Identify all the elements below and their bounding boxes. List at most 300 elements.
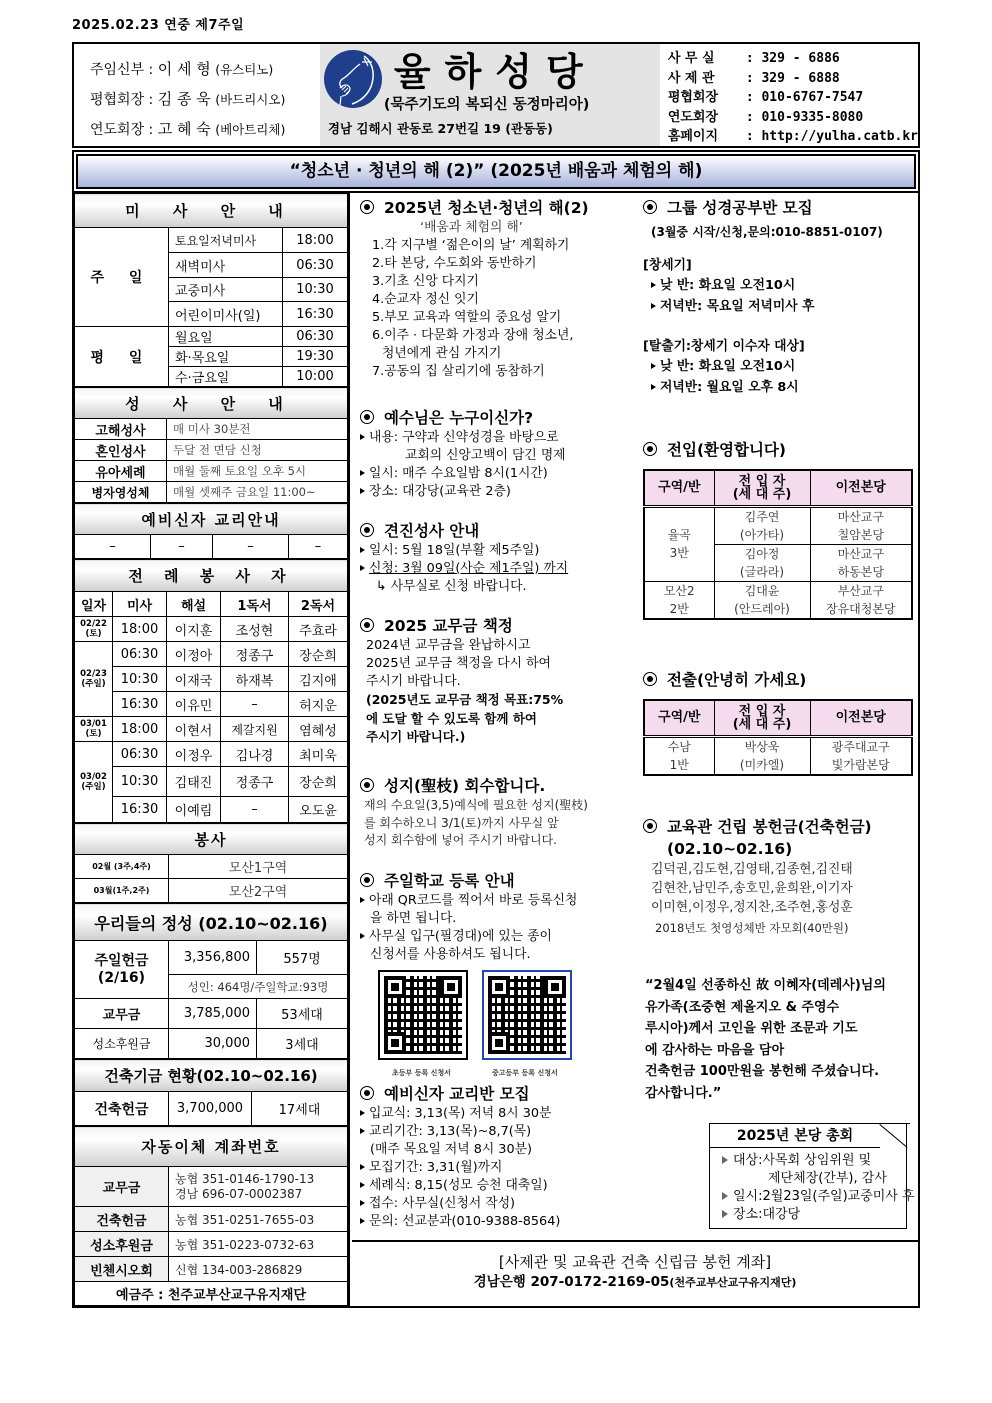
who-is-jesus-title bbox=[360, 407, 566, 429]
youth-year-title bbox=[360, 197, 589, 219]
table-row bbox=[75, 742, 348, 767]
mass-time: 06:30 bbox=[283, 253, 348, 278]
date-text: 03/01 bbox=[80, 719, 107, 729]
list-item: 1.각 지구별 ‘젊은이의 날’ 계획하기 bbox=[372, 238, 570, 253]
building-account-holder: (천주교부산교구유지재단) bbox=[669, 1276, 797, 1289]
list-item: 교회의 신앙고백이 담긴 명제 bbox=[405, 448, 566, 463]
radio-bullet-icon bbox=[643, 672, 657, 686]
bible-study-section bbox=[643, 197, 883, 398]
area-name: 수남 bbox=[667, 739, 691, 754]
radio-bullet-icon bbox=[643, 442, 657, 456]
second-reader: 오도윤 bbox=[289, 797, 348, 823]
header-line: (세 대 주) bbox=[732, 716, 792, 732]
column-header bbox=[714, 470, 810, 506]
radio-bullet-icon bbox=[360, 200, 374, 214]
section-title-text: 주일학교 등록 안내 bbox=[384, 872, 515, 890]
radio-bullet-icon bbox=[360, 1086, 374, 1100]
offering-name: 성소후원금 bbox=[75, 1029, 169, 1059]
area-cell bbox=[644, 506, 714, 581]
palm-collection-section bbox=[360, 775, 588, 850]
diocese: 마산교구 bbox=[837, 509, 884, 524]
offering-name: 교무금 bbox=[75, 999, 169, 1029]
account-line: 농협 351-0146-1790-13 bbox=[175, 1171, 315, 1186]
mass-time: 16:30 bbox=[113, 692, 167, 717]
building-fund-title: 건축기금 현황(02.10~02.16) bbox=[75, 1060, 348, 1092]
donor-group: 2018년도 첫영성체반 자모회(40만원) bbox=[655, 921, 849, 935]
second-reader: 염혜성 bbox=[289, 717, 348, 742]
commentator: 김태진 bbox=[167, 767, 221, 797]
mass-time: 16:30 bbox=[113, 797, 167, 823]
donor-names: 김덕권,김도현,김영태,김종현,김진태 bbox=[651, 862, 853, 877]
accounts-title: 자동이체 계좌번호 bbox=[75, 1127, 348, 1167]
unit-name: 1반 bbox=[669, 757, 689, 772]
parish-dues-section bbox=[360, 615, 563, 747]
member-cell bbox=[714, 506, 810, 544]
sacraments-title: 성 사 안 내 bbox=[75, 388, 348, 419]
list-item bbox=[360, 560, 568, 578]
area-name: 모산2 bbox=[663, 583, 695, 598]
list-item bbox=[643, 296, 883, 317]
church-patron: (묵주기도의 복되신 동정마리아) bbox=[383, 97, 590, 113]
table-row bbox=[644, 736, 912, 775]
qr-caption: 중고등부 등록 신청서 bbox=[492, 1069, 558, 1077]
praying-hands-icon bbox=[324, 50, 382, 108]
account-number bbox=[169, 1167, 348, 1207]
list-item bbox=[718, 1206, 915, 1224]
day-text: (주일) bbox=[81, 782, 106, 792]
table-row bbox=[75, 797, 348, 823]
move-in-section bbox=[643, 439, 913, 620]
clergy-name: 고 혜 숙 bbox=[157, 120, 211, 138]
mass-name: 교중미사 bbox=[169, 278, 283, 302]
second-reader: 장순희 bbox=[289, 767, 348, 797]
clergy-prayer-president bbox=[90, 114, 320, 144]
offering-amount: 3,785,000 bbox=[169, 999, 257, 1029]
baptismal-name: (아가타) bbox=[739, 527, 785, 542]
clergy-label: 평협회장 : bbox=[90, 92, 154, 108]
list-item bbox=[360, 465, 566, 483]
first-reader: – bbox=[221, 692, 289, 717]
list-item: 2.타 본당, 수도회와 동반하기 bbox=[372, 256, 537, 271]
triangle-bullet-icon bbox=[360, 470, 365, 476]
date-cell bbox=[75, 717, 113, 742]
mass-name: 새벽미사 bbox=[169, 253, 283, 278]
contact-value: : 010-9335-8080 bbox=[745, 109, 864, 125]
quote-line: 유가족(조중현 제올지오 & 주영수 bbox=[645, 999, 840, 1015]
sunday-attendance: 557명 bbox=[257, 941, 348, 975]
item-text: 모집기간: 3,31(월)까지 bbox=[369, 1160, 503, 1175]
clergy-baptismal-name: (바드리시오) bbox=[215, 92, 286, 107]
item-text: 아래 QR코드를 찍어서 바로 등록신청 bbox=[369, 893, 578, 908]
church-address: 경남 김해시 관동로 27번길 19 (관동동) bbox=[327, 121, 553, 136]
unit-name: 2반 bbox=[669, 601, 689, 616]
second-reader: 김지애 bbox=[289, 667, 348, 692]
qr-finder-icon bbox=[488, 976, 510, 998]
day-text: (주일) bbox=[81, 679, 106, 689]
diocese: 부산교구 bbox=[837, 583, 884, 598]
commentator: 이정아 bbox=[167, 642, 221, 667]
item-text: 접수: 사무실(신청서 작성) bbox=[369, 1196, 516, 1211]
triangle-bullet-icon bbox=[360, 1182, 365, 1188]
first-reader: – bbox=[221, 797, 289, 823]
item-text: 장소:대강당 bbox=[733, 1207, 801, 1222]
service-group: 모산1구역 bbox=[169, 855, 348, 879]
list-item bbox=[360, 1159, 560, 1177]
triangle-bullet-icon bbox=[360, 1200, 365, 1206]
quote-line: 감사합니다.” bbox=[645, 1085, 722, 1101]
building-offering-period: (02.10~02.16) bbox=[667, 840, 793, 858]
contact-rectory bbox=[668, 69, 918, 89]
bible-study-title bbox=[643, 197, 883, 219]
contact-prayer bbox=[668, 108, 918, 128]
mass-time: 18:00 bbox=[283, 228, 348, 253]
triangle-bullet-icon bbox=[360, 1128, 365, 1134]
column-header: 이전본당 bbox=[810, 470, 912, 506]
triangle-bullet-icon bbox=[360, 933, 365, 939]
day-text: (토) bbox=[85, 629, 102, 639]
commentator: 이재국 bbox=[167, 667, 221, 692]
mass-time: 10:00 bbox=[283, 367, 348, 387]
qr-finder-icon bbox=[440, 976, 462, 998]
mass-schedule-title: 미 사 안 내 bbox=[75, 194, 348, 228]
item-text: 사무실 입구(필경대)에 있는 종이 bbox=[369, 929, 552, 944]
sacrament-detail: 매월 셋째주 금요일 11:00~ bbox=[167, 482, 348, 503]
list-item bbox=[360, 892, 630, 910]
contact-value: : 329 - 6886 bbox=[745, 51, 840, 66]
right-column bbox=[637, 193, 918, 1240]
item-text: 저녁반: 월요일 오후 8시 bbox=[660, 380, 799, 395]
second-reader: 허지운 bbox=[289, 692, 348, 717]
contact-label: 사 무 실 bbox=[667, 51, 715, 66]
clergy-list bbox=[74, 44, 320, 146]
header-line: 전 입 자 bbox=[738, 473, 786, 489]
second-reader: 최미욱 bbox=[289, 742, 348, 767]
parish-cell bbox=[810, 736, 912, 775]
item-text: 세례식: 8,15(성모 승천 대축일) bbox=[369, 1178, 548, 1193]
triangle-bullet-icon bbox=[722, 1210, 728, 1218]
first-reader: 하재복 bbox=[221, 667, 289, 692]
offering-amount: 30,000 bbox=[169, 1029, 257, 1059]
area-cell bbox=[644, 581, 714, 619]
homepage-link[interactable]: : http://yulha.catb.kr bbox=[745, 129, 918, 144]
triangle-bullet-icon bbox=[651, 282, 656, 288]
account-number: 농협 351-0251-7655-03 bbox=[169, 1207, 348, 1232]
contact-label: 연도회장 bbox=[667, 109, 719, 125]
sunday-offering-label bbox=[75, 941, 169, 999]
date-cell bbox=[75, 617, 113, 642]
palm-collection-title bbox=[360, 775, 588, 797]
area-cell bbox=[644, 736, 714, 775]
tab-notch bbox=[880, 1123, 910, 1149]
sunday-offering-amount: 3,356,800 bbox=[169, 941, 257, 975]
parish: 하동본당 bbox=[837, 564, 884, 579]
account-purpose: 교무금 bbox=[75, 1167, 169, 1207]
baptismal-name: (미카엘) bbox=[739, 757, 785, 772]
theme-banner: “청소년 · 청년의 해 (2)” (2025년 배움과 체험의 해) bbox=[76, 154, 916, 189]
contact-council bbox=[668, 88, 918, 108]
quote-line: 루시아)께서 고인을 위한 조문과 기도 bbox=[645, 1021, 858, 1036]
mass-time: 18:00 bbox=[113, 717, 167, 742]
section-title-text: 성지(聖枝) 회수합니다. bbox=[384, 777, 546, 795]
contact-label: 평협회장 bbox=[667, 90, 719, 105]
list-item: 신청서를 사용하셔도 됩니다. bbox=[370, 947, 531, 962]
list-item: (매주 목요일 저녁 8시 30분) bbox=[370, 1142, 532, 1157]
sacrament-detail: 두달 전 면담 신청 bbox=[167, 440, 348, 461]
first-reader: 정종구 bbox=[221, 767, 289, 797]
bulletin-header bbox=[72, 42, 920, 148]
contact-value: : 329 - 6888 bbox=[745, 70, 840, 86]
list-item bbox=[643, 356, 883, 377]
list-item: 5.부모 교육과 역할의 중요성 알기 bbox=[372, 310, 562, 325]
liturgy-ministers-table bbox=[74, 559, 348, 823]
contact-homepage bbox=[668, 127, 918, 147]
date-text: 02/22 bbox=[80, 619, 107, 629]
mass-time: 18:00 bbox=[113, 617, 167, 642]
quote-line: “2월4일 선종하신 故 이혜자(데레사)님의 bbox=[645, 978, 886, 993]
sacrament-name: 유아세례 bbox=[75, 461, 167, 482]
youth-year-subtitle: ‘배움과 체험의 해’ bbox=[420, 220, 523, 235]
section-title-text: 2025 교무금 책정 bbox=[384, 617, 513, 635]
parish: 칠암본당 bbox=[837, 527, 884, 542]
quote-line: 건축헌금 100만원을 봉헌해 주셨습니다. bbox=[645, 1064, 880, 1079]
youth-year-section bbox=[360, 197, 589, 381]
qr-code-secondary[interactable] bbox=[484, 972, 570, 1058]
radio-bullet-icon bbox=[360, 618, 374, 632]
catechumen-info-table bbox=[74, 503, 348, 559]
sunday-school-title bbox=[360, 870, 630, 892]
member-name: 김아정 bbox=[744, 546, 780, 561]
list-item: 7.공동의 집 살리기에 동참하기 bbox=[372, 364, 545, 379]
account-number: 신협 134-003-286829 bbox=[169, 1257, 348, 1282]
account-number: 농협 351-0223-0732-63 bbox=[169, 1232, 348, 1257]
date-cell bbox=[75, 742, 113, 823]
member-cell bbox=[714, 544, 810, 581]
attendance-breakdown: 성인: 464명/주일학교:93명 bbox=[169, 975, 348, 999]
triangle-bullet-icon bbox=[651, 363, 656, 369]
service-table bbox=[74, 823, 348, 903]
item-text: 일시: 5월 18일(부활 제5주일) bbox=[369, 543, 540, 558]
section-title-text: 견진성사 안내 bbox=[384, 522, 480, 540]
move-out-title bbox=[643, 669, 913, 691]
account-purpose: 빈첸시오회 bbox=[75, 1257, 169, 1282]
header-line: 전 입 자 bbox=[738, 703, 786, 719]
service-group: 모산2구역 bbox=[169, 879, 348, 903]
left-column bbox=[74, 193, 350, 1306]
radio-bullet-icon bbox=[360, 778, 374, 792]
table-row bbox=[75, 767, 348, 797]
mass-time: 10:30 bbox=[113, 667, 167, 692]
building-fund-name: 건축헌금 bbox=[75, 1092, 169, 1126]
clergy-baptismal-name: (유스티노) bbox=[215, 62, 274, 77]
sacraments-table bbox=[74, 387, 348, 503]
catechumen-cell: – bbox=[151, 535, 213, 559]
mass-name: 수·금요일 bbox=[169, 367, 283, 387]
move-out-table bbox=[643, 699, 913, 776]
move-out-section bbox=[643, 669, 913, 776]
mass-name: 어린이미사(일) bbox=[169, 302, 283, 327]
parish: 빛가람본당 bbox=[831, 757, 890, 772]
paragraph-line: 주시기 바랍니다.) bbox=[366, 729, 466, 744]
donor-names: 이미현,이정우,정지찬,조주현,홍성훈 bbox=[651, 900, 853, 915]
table-row bbox=[644, 581, 912, 619]
list-item: 제단체장(간부), 감사 bbox=[768, 1171, 887, 1186]
list-item: 청년에게 관심 가지기 bbox=[382, 346, 502, 361]
list-item bbox=[360, 1213, 560, 1231]
qr-code-elementary[interactable] bbox=[380, 972, 466, 1058]
section-title-text: 그룹 성경공부반 모집 bbox=[667, 199, 813, 217]
first-reader: 제갈지원 bbox=[221, 717, 289, 742]
building-account-box bbox=[352, 1240, 918, 1306]
radio-bullet-icon bbox=[643, 819, 657, 833]
qr-finder-icon bbox=[384, 976, 406, 998]
sacrament-name: 혼인성사 bbox=[75, 440, 167, 461]
list-item: 3.기초 신앙 다지기 bbox=[372, 274, 479, 289]
item-text: 낮 반: 화요일 오전10시 bbox=[660, 278, 796, 293]
column-header: 1독서 bbox=[221, 592, 289, 617]
table-row bbox=[644, 506, 912, 544]
commentator: 이현서 bbox=[167, 717, 221, 742]
item-text: 교리기간: 3,13(목)~8,7(목) bbox=[369, 1124, 532, 1139]
date-text: 03/02 bbox=[80, 772, 107, 782]
church-identity bbox=[320, 44, 660, 146]
list-item: 6.이주 · 다문화 가정과 장애 청소년, bbox=[372, 328, 574, 343]
parish-cell bbox=[810, 581, 912, 619]
clergy-name: 이 세 형 bbox=[157, 60, 211, 78]
second-reader: 주효라 bbox=[289, 617, 348, 642]
member-name: 김주연 bbox=[744, 509, 780, 524]
list-item bbox=[643, 377, 883, 398]
triangle-bullet-icon bbox=[360, 434, 365, 440]
table-row bbox=[75, 692, 348, 717]
mass-time: 19:30 bbox=[283, 347, 348, 367]
building-offering-section bbox=[643, 816, 872, 939]
contact-label: 사 제 관 bbox=[667, 70, 715, 86]
item-text: 문의: 선교분과(010-9388-8564) bbox=[369, 1214, 561, 1229]
list-item bbox=[360, 483, 566, 501]
triangle-bullet-icon bbox=[651, 384, 656, 390]
section-title-text: 교육관 건립 봉헌금(건축헌금) bbox=[667, 818, 872, 836]
column-header bbox=[714, 700, 810, 736]
list-item bbox=[360, 542, 568, 560]
column-header: 이전본당 bbox=[810, 700, 912, 736]
bible-study-note: (3월중 시작/신청,문의:010-8851-0107) bbox=[651, 225, 883, 239]
header-line: (세 대 주) bbox=[732, 486, 792, 502]
building-fund-amount: 3,700,000 bbox=[169, 1092, 252, 1126]
triangle-bullet-icon bbox=[722, 1192, 728, 1200]
triangle-bullet-icon bbox=[722, 1156, 728, 1164]
account-purpose: 건축헌금 bbox=[75, 1207, 169, 1232]
paragraph-line: 주시기 바랍니다. bbox=[366, 674, 461, 689]
list-item bbox=[718, 1188, 915, 1206]
baptismal-name: (안드레아) bbox=[734, 601, 790, 616]
building-fund-count: 17세대 bbox=[252, 1092, 348, 1126]
building-fund-table bbox=[74, 1059, 348, 1126]
item-text: 대상:사목회 상임위원 및 bbox=[733, 1153, 872, 1168]
radio-bullet-icon bbox=[360, 873, 374, 887]
label-line: (2/16) bbox=[97, 969, 146, 986]
qr-finder-icon bbox=[384, 1032, 406, 1054]
catechumen-cell: – bbox=[289, 535, 348, 559]
sunday-school-section bbox=[360, 870, 630, 1077]
section-title-text: 2025년 청소년·청년의 해(2) bbox=[384, 199, 589, 217]
commentator: 이정우 bbox=[167, 742, 221, 767]
building-account-line bbox=[352, 1272, 918, 1293]
church-name: 율하성당 bbox=[393, 50, 597, 94]
paragraph-line: 에 도달 할 수 있도록 함께 하여 bbox=[366, 710, 538, 726]
unit-name: 3반 bbox=[669, 546, 689, 560]
list-item: ↳ 사무실로 신청 바랍니다. bbox=[376, 579, 527, 594]
bulletin-body bbox=[72, 191, 920, 1308]
first-reader: 조성현 bbox=[221, 617, 289, 642]
account-holder: 예금주 : 천주교부산교구유지재단 bbox=[75, 1282, 348, 1306]
list-item bbox=[360, 1123, 560, 1141]
item-text: 낮 반: 화요일 오전10시 bbox=[660, 359, 796, 374]
mass-time: 10:30 bbox=[283, 278, 348, 302]
offering-count: 3세대 bbox=[257, 1029, 348, 1059]
parish: 장유대청본당 bbox=[825, 601, 896, 616]
section-title-text: 전입(환영합니다) bbox=[667, 441, 786, 459]
confirmation-title bbox=[360, 520, 568, 542]
triangle-bullet-icon bbox=[360, 1164, 365, 1170]
member-name: 김대윤 bbox=[744, 583, 780, 598]
commentator: 이지훈 bbox=[167, 617, 221, 642]
column-header: 일자 bbox=[75, 592, 113, 617]
service-period: 02월 (3주,4주) bbox=[75, 855, 169, 879]
item-text: 일시: 매주 수요일밤 8시(1시간) bbox=[369, 466, 548, 481]
paragraph-line: 2024년 교무금을 완납하시고 bbox=[366, 638, 531, 653]
building-account-number: 경남은행 207-0172-2169-05 bbox=[473, 1274, 670, 1290]
mass-name: 월요일 bbox=[169, 327, 283, 347]
mass-time: 06:30 bbox=[113, 742, 167, 767]
contact-office bbox=[668, 49, 918, 69]
mass-time: 16:30 bbox=[283, 302, 348, 327]
item-text: 신청: 3월 09일(사순 제1주일) 까지 bbox=[369, 561, 569, 576]
date-cell bbox=[75, 642, 113, 717]
catechumen-info-title: 예비신자 교리안내 bbox=[75, 504, 348, 535]
catechumen-cell: – bbox=[213, 535, 289, 559]
label-line: 주일헌금 bbox=[94, 952, 149, 969]
table-row bbox=[75, 667, 348, 692]
column-header: 미사 bbox=[113, 592, 167, 617]
triangle-bullet-icon bbox=[360, 565, 365, 571]
item-text: 장소: 대강당(교육관 2층) bbox=[369, 484, 511, 499]
diocese: 광주대교구 bbox=[831, 739, 890, 754]
contact-value: : 010-6767-7547 bbox=[745, 90, 864, 105]
item-text: 입교식: 3,13(목) 저녁 8시 30분 bbox=[369, 1106, 552, 1121]
member-cell bbox=[714, 581, 810, 619]
service-period: 03월(1주,2주) bbox=[75, 879, 169, 903]
paragraph-line: 재의 수요일(3,5)예식에 필요한 성지(聖枝) bbox=[364, 798, 588, 812]
qr-finder-icon bbox=[488, 1032, 510, 1054]
auto-transfer-accounts-table bbox=[74, 1126, 348, 1306]
catechumen-class-title bbox=[360, 1083, 560, 1105]
table-row bbox=[75, 617, 348, 642]
mass-time: 06:30 bbox=[113, 642, 167, 667]
clergy-baptismal-name: (베아트리체) bbox=[215, 122, 286, 137]
sacrament-name: 병자영성체 bbox=[75, 482, 167, 503]
table-row bbox=[75, 717, 348, 742]
section-title-text: 예수님은 누구이신가? bbox=[384, 409, 534, 427]
baptismal-name: (글라라) bbox=[739, 564, 785, 579]
diocese: 마산교구 bbox=[837, 546, 884, 561]
triangle-bullet-icon bbox=[360, 1218, 365, 1224]
donor-names: 김현찬,남민주,송호민,윤희완,이기자 bbox=[651, 881, 853, 896]
thank-you-quote bbox=[645, 975, 886, 1104]
sacrament-name: 고해성사 bbox=[75, 419, 167, 440]
move-in-table bbox=[643, 469, 913, 620]
list-item bbox=[643, 275, 883, 296]
quote-line: 에 감사하는 마음을 담아 bbox=[645, 1042, 785, 1058]
